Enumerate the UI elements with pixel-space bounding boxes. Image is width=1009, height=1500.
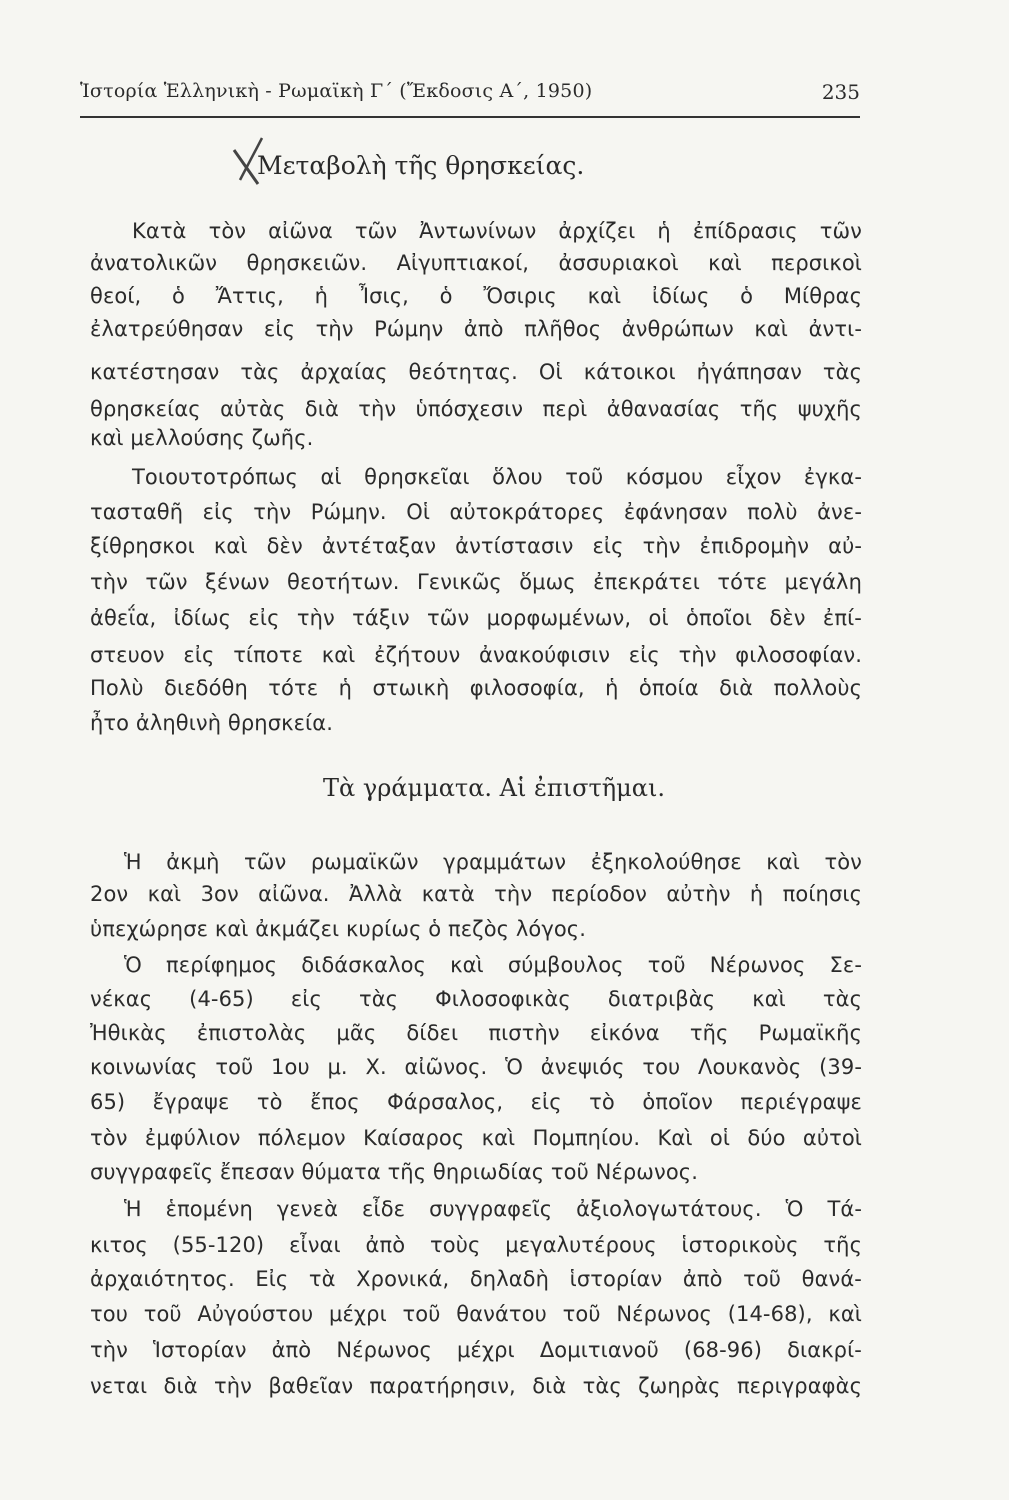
text-line: θρησκείας αὐτὰς διὰ τὴν ὑπόσχεσιν περὶ ἀθανασίας τῆς ψυχῆς bbox=[90, 397, 862, 421]
text-line: στευον εἰς τίποτε καὶ ἐζήτουν ἀνακούφισιν εἰς τὴν φιλοσοφίαν. bbox=[90, 643, 862, 667]
text-line: ξίθρησκοι καὶ δὲν ἀντέταξαν ἀντίστασιν εἰς τὴν ἐπιδρομὴν αὐ- bbox=[90, 534, 862, 558]
text-line: 2ον καὶ 3ον αἰῶνα. Ἀλλὰ κατὰ τὴν περίοδον αὐτὴν ἡ ποίησις bbox=[90, 882, 862, 906]
text-line: κιτος (55-120) εἶναι ἀπὸ τοὺς μεγαλυτέρους ἱστορικοὺς τῆς bbox=[90, 1233, 862, 1257]
text-line: τασταθῆ εἰς τὴν Ρώμην. Οἱ αὐτοκράτορες ἐφάνησαν πολὺ ἀνε- bbox=[90, 500, 862, 524]
running-header bbox=[80, 80, 860, 118]
section-heading-letters: Τὰ γράμματα. Αἱ ἐπιστῆμαι. bbox=[323, 774, 665, 802]
text-line: ἦτο ἀληθινὴ θρησκεία. bbox=[90, 711, 333, 735]
text-line: τὴν Ἱστορίαν ἀπὸ Νέρωνος μέχρι Δομιτιανοῦ (68-96) διακρί- bbox=[90, 1338, 862, 1362]
text-line: ὑπεχώρησε καὶ ἀκμάζει κυρίως ὁ πεζὸς λόγος. bbox=[90, 917, 587, 941]
text-line: Κατὰ τὸν αἰῶνα τῶν Ἀντωνίνων ἀρχίζει ἡ ἐπίδρασις τῶν bbox=[132, 219, 862, 243]
text-line: ἀνατολικῶν θρησκειῶν. Αἰγυπτιακοί, ἀσσυριακοὶ καὶ περσικοὶ bbox=[90, 251, 862, 275]
text-line: Ἡ ἀκμὴ τῶν ρωμαϊκῶν γραμμάτων ἐξηκολούθησε καὶ τὸν bbox=[124, 850, 862, 874]
text-line: κατέστησαν τὰς ἀρχαίας θεότητας. Οἱ κάτοικοι ἠγάπησαν τὰς bbox=[90, 360, 862, 384]
text-line: νεται διὰ τὴν βαθεῖαν παρατήρησιν, διὰ τὰς ζωηρὰς περιγραφὰς bbox=[90, 1374, 862, 1398]
text-line: Πολὺ διεδόθη τότε ἡ στωικὴ φιλοσοφία, ἡ ὁποία διὰ πολλοὺς bbox=[90, 676, 862, 700]
text-line: ἐλατρεύθησαν εἰς τὴν Ρώμην ἀπὸ πλῆθος ἀνθρώπων καὶ ἀντι- bbox=[90, 317, 862, 341]
text-line: ἀθεΐα, ἰδίως εἰς τὴν τάξιν τῶν μορφωμένων, οἱ ὁποῖοι δὲν ἐπί- bbox=[90, 606, 862, 630]
text-line: κοινωνίας τοῦ 1ου μ. Χ. αἰῶνος. Ὁ ἀνεψιός του Λουκανὸς (39- bbox=[90, 1055, 862, 1079]
text-line: 65) ἔγραψε τὸ ἔπος Φάρσαλος, εἰς τὸ ὁποῖον περιέγραψε bbox=[90, 1090, 862, 1114]
running-title: Ἱστορία Ἑλληνικὴ - Ρωμαϊκὴ Γ΄ (Ἔκδοσις Α΄, 1950) bbox=[80, 80, 593, 102]
text-line: θεοί, ὁ Ἄττις, ἡ Ἶσις, ὁ Ὄσιρις καὶ ἰδίως ὁ Μίθρας bbox=[90, 284, 862, 308]
text-line: Ἠθικὰς ἐπιστολὰς μᾶς δίδει πιστὴν εἰκόνα τῆς Ρωμαϊκῆς bbox=[90, 1021, 862, 1045]
text-line: συγγραφεῖς ἔπεσαν θύματα τῆς θηριωδίας τοῦ Νέρωνος. bbox=[90, 1160, 698, 1184]
text-line: τὴν τῶν ξένων θεοτήτων. Γενικῶς ὅμως ἐπεκράτει τότε μεγάλη bbox=[90, 570, 862, 594]
text-line: καὶ μελλούσης ζωῆς. bbox=[90, 426, 314, 450]
text-line: νέκας (4-65) εἰς τὰς Φιλοσοφικὰς διατριβὰς καὶ τὰς bbox=[90, 987, 862, 1011]
text-line: Ὁ περίφημος διδάσκαλος καὶ σύμβουλος τοῦ Νέρωνος Σε- bbox=[124, 953, 862, 977]
page-number: 235 bbox=[821, 80, 860, 104]
text-line: ἀρχαιότητος. Εἰς τὰ Χρονικά, δηλαδὴ ἱστορίαν ἀπὸ τοῦ θανά- bbox=[90, 1267, 862, 1291]
text-line: Ἡ ἑπομένη γενεὰ εἶδε συγγραφεῖς ἀξιολογωτάτους. Ὁ Τά- bbox=[124, 1197, 862, 1221]
text-line: τὸν ἐμφύλιον πόλεμον Καίσαρος καὶ Πομπηίου. Καὶ οἱ δύο αὐτοὶ bbox=[90, 1126, 862, 1150]
text-line: του τοῦ Αὐγούστου μέχρι τοῦ θανάτου τοῦ Νέρωνος (14-68), καὶ bbox=[90, 1302, 862, 1326]
section-heading-religion: Μεταβολὴ τῆς θρησκείας. bbox=[257, 151, 585, 180]
text-line: Τοιουτοτρόπως αἱ θρησκεῖαι ὅλου τοῦ κόσμου εἶχον ἐγκα- bbox=[132, 465, 862, 489]
